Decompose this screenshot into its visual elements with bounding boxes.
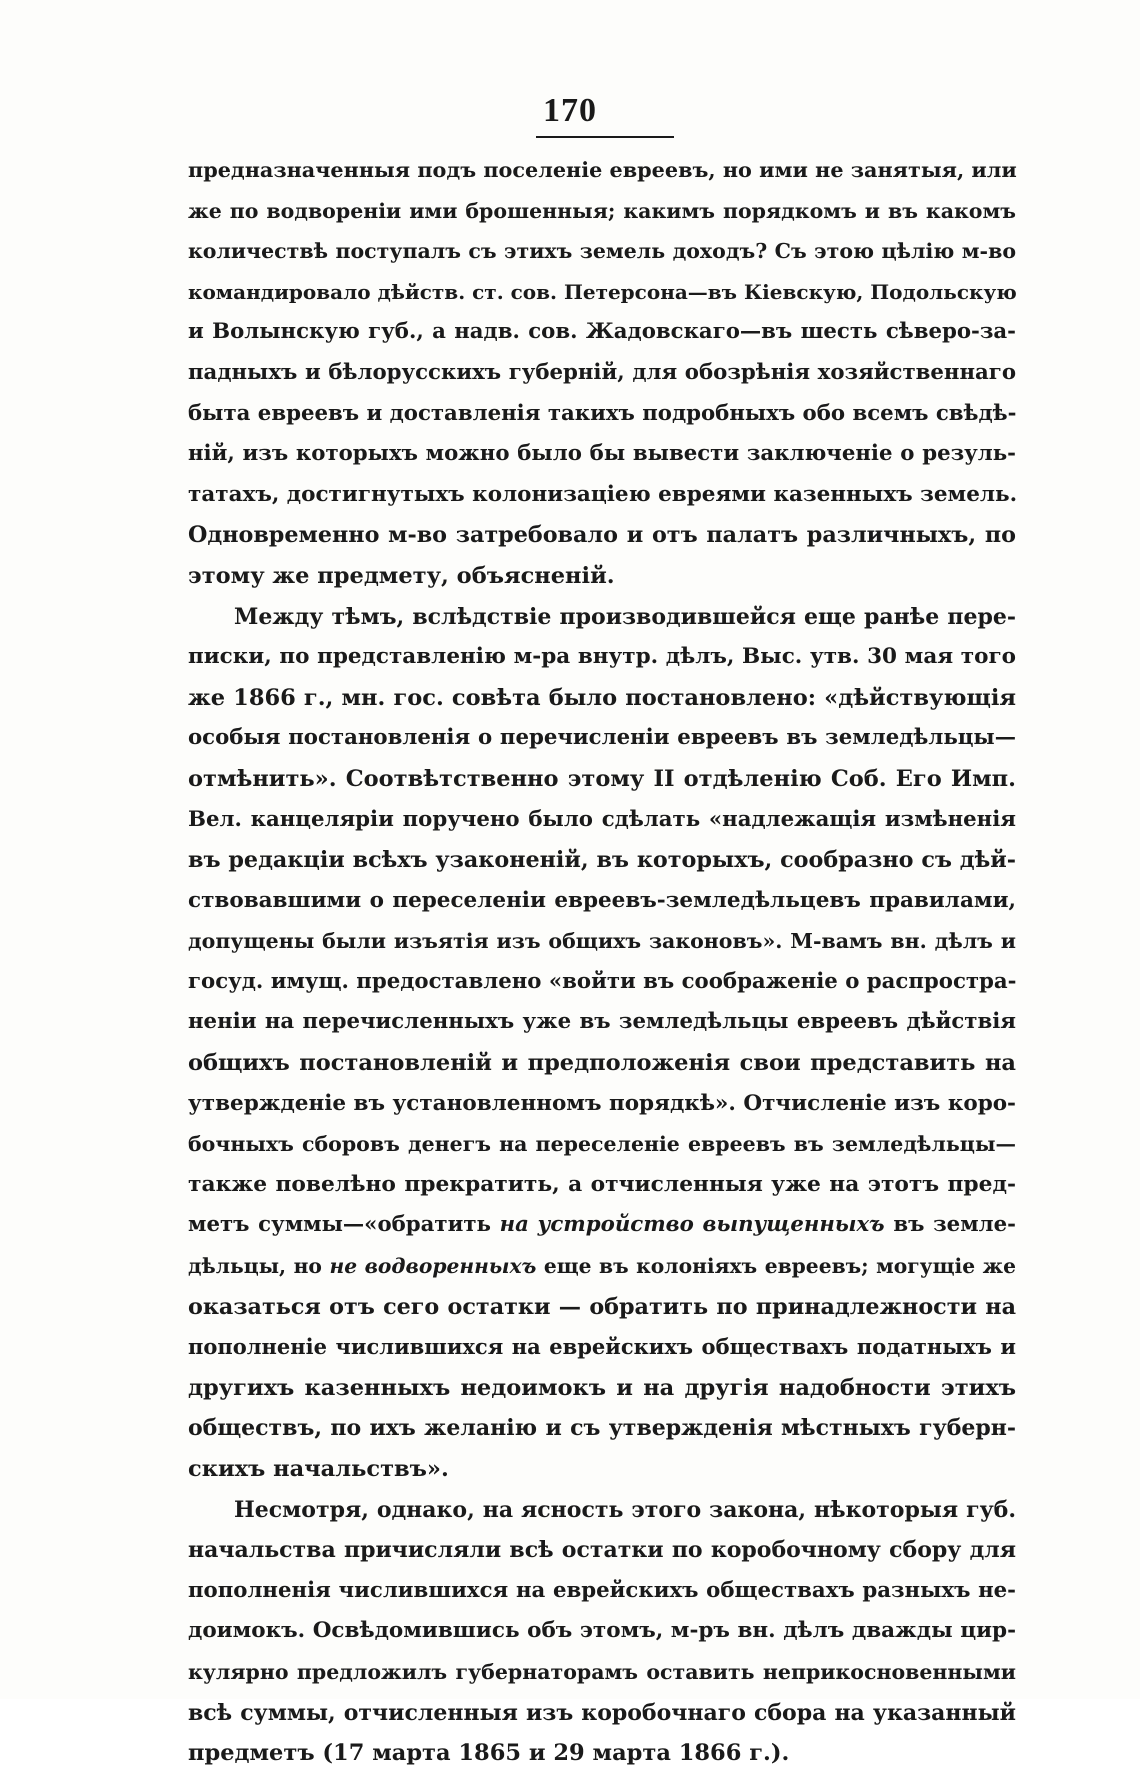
text-line: утвержденіе въ установленномъ порядкѣ». Отчисленіе изъ коро- — [188, 1090, 1016, 1116]
text-fragment: дѣльцы, но — [188, 1254, 330, 1279]
page-number-underline — [536, 136, 674, 138]
text-line: предназначенныя подъ поселеніе евреевъ, но ими не занятыя, или — [188, 158, 1017, 182]
text-line: ній, изъ которыхъ можно было бы вывести заключеніе о резуль- — [188, 441, 1016, 467]
text-line: общихъ постановленій и предположенія свои представить на — [188, 1050, 1016, 1077]
text-line: скихъ начальствъ». — [188, 1456, 449, 1482]
text-line: неніи на перечисленныхъ уже въ земледѣльцы евреевъ дѣйствія — [188, 1009, 1016, 1035]
text-line: и Волынскую губ., а надв. сов. Жадовскаго—въ шесть сѣверо-за- — [188, 319, 1016, 345]
text-fragment: еще въ колоніяхъ евреевъ; могущіе же — [536, 1254, 1016, 1279]
text-line: падныхъ и бѣлорусскихъ губерній, для обозрѣнія хозяйственнаго — [188, 359, 1016, 385]
text-line: быта евреевъ и доставленія такихъ подробныхъ обо всемъ свѣдѣ- — [188, 400, 1017, 426]
text-line: другихъ казенныхъ недоимокъ и на другія надобности этихъ — [188, 1374, 1016, 1401]
page-number: 170 — [543, 92, 597, 129]
text-fragment: метъ суммы—«обратить — [188, 1212, 500, 1238]
text-line: всѣ суммы, отчисленныя изъ коробочнаго сбора на указанный — [188, 1699, 1016, 1726]
text-line: обществъ, по ихъ желанію и съ утвержденія мѣстныхъ губерн- — [188, 1415, 1016, 1442]
text-line: Несмотря, однако, на ясность этого закона, нѣкоторыя губ. — [234, 1496, 1016, 1523]
text-line: оказаться отъ сего остатки — обратить по принадлежности на — [188, 1293, 1016, 1320]
italic-emphasis: на устройство выпущенныхъ — [499, 1212, 885, 1238]
body-text — [188, 150, 1016, 1774]
text-line: пополненія числившихся на еврейскихъ обществахъ разныхъ не- — [188, 1577, 1016, 1603]
text-line: доимокъ. Освѣдомившись объ этомъ, м-ръ вн. дѣлъ дважды цир- — [188, 1618, 1016, 1644]
text-line: Одновременно м-во затребовало и отъ палатъ различныхъ, по — [188, 522, 1016, 549]
text-line: этому же предмету, объясненій. — [188, 562, 615, 589]
text-line: Между тѣмъ, вслѣдствіе производившейся еще ранѣе пере- — [234, 603, 1016, 630]
text-line: пополненіе числившихся на еврейскихъ обществахъ податныхъ и — [188, 1334, 1016, 1360]
text-line: особыя постановленія о перечисленіи евреевъ въ земледѣльцы— — [188, 725, 1016, 751]
text-line: Вел. канцеляріи поручено было сдѣлать «надлежащія измѣненія — [188, 806, 1016, 832]
text-line: же 1866 г., мн. гос. совѣта было постановлено: «дѣйствующія — [188, 684, 1016, 711]
italic-emphasis: не водворенныхъ — [329, 1254, 537, 1279]
text-line: бочныхъ сборовъ денегъ на переселеніе евреевъ въ земледѣльцы— — [188, 1132, 1016, 1157]
text-line: предметъ (17 марта 1865 и 29 марта 1866 г.). — [188, 1740, 790, 1767]
text-line: госуд. имущ. предоставлено «войти въ соображеніе о распростра- — [188, 968, 1017, 994]
text-line: писки, по представленію м-ра внутр. дѣлъ, Выс. утв. 30 мая того — [188, 644, 1016, 670]
text-line: количествѣ поступалъ съ этихъ земель доходъ? Съ этою цѣлію м-во — [188, 239, 1016, 264]
text-line: начальства причисляли всѣ остатки по коробочному сбору для — [188, 1537, 1016, 1564]
text-fragment: въ земле- — [884, 1212, 1016, 1238]
text-line: отмѣнить». Соотвѣтственно этому II отдѣленію Соб. Его Имп. — [188, 765, 1016, 792]
text-line: въ редакціи всѣхъ узаконеній, въ которыхъ, сообразно съ дѣй- — [188, 847, 1016, 874]
text-line: татахъ, достигнутыхъ колонизаціею евреями казенныхъ земель. — [188, 481, 1018, 507]
text-line-with-italic — [188, 1205, 1016, 1246]
text-line: же по водвореніи ими брошенныя; какимъ порядкомъ и въ какомъ — [188, 198, 1016, 223]
text-line: кулярно предложилъ губернаторамъ оставить неприкосновенными — [188, 1659, 1016, 1684]
text-line: ствовавшими о переселеніи евреевъ-земледѣльцевъ правилами, — [188, 887, 1016, 913]
text-line: допущены были изъятія изъ общихъ законовъ». М-вамъ вн. дѣлъ и — [188, 929, 1016, 954]
text-line-with-italic — [188, 1246, 1016, 1287]
text-line: командировало дѣйств. ст. сов. Петерсона—въ Кіевскую, Подольскую — [188, 279, 1017, 304]
text-line: также повелѣно прекратить, а отчисленныя уже на этотъ пред- — [188, 1171, 1016, 1197]
